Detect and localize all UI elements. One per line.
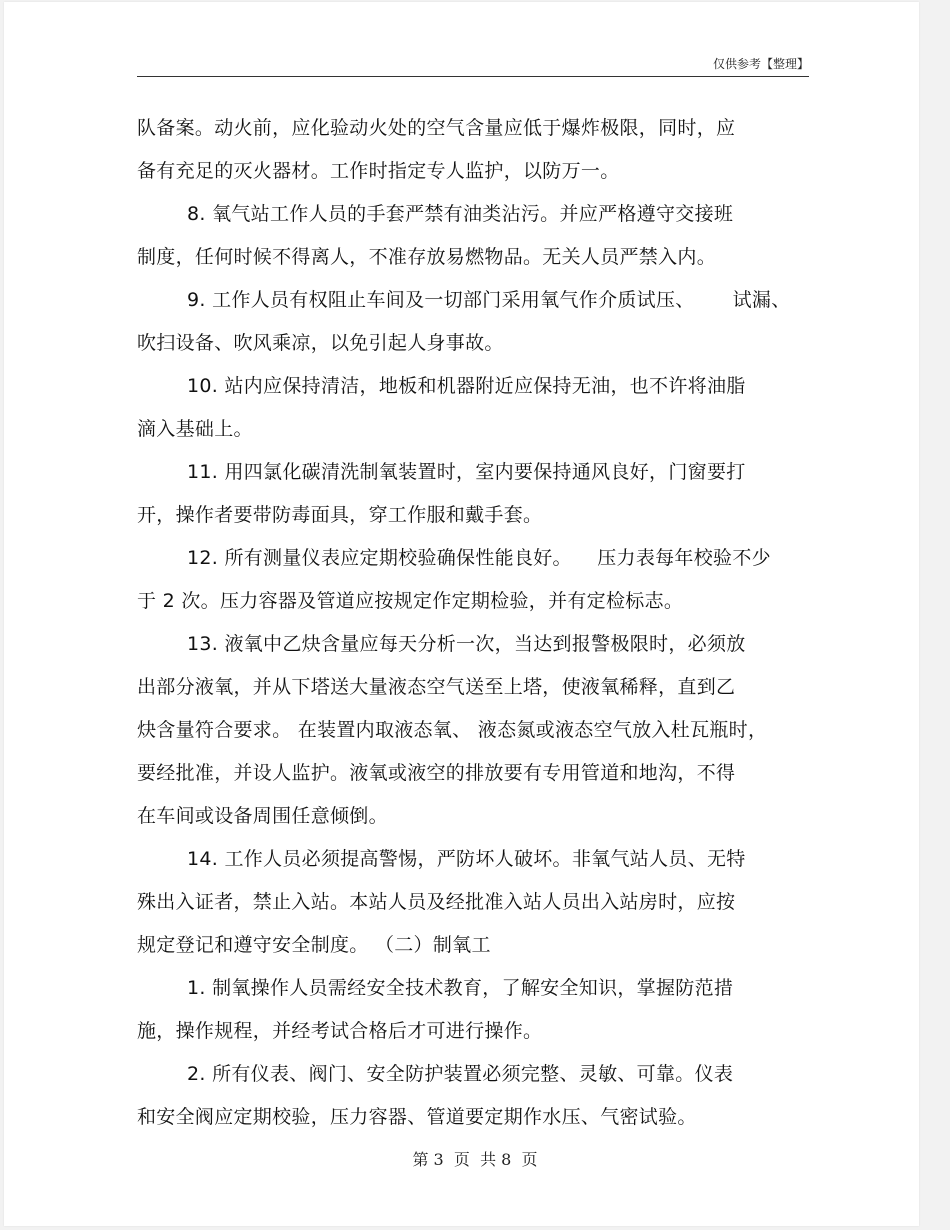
text-line: 施，操作规程，并经考试合格后才可进行操作。 [137,1020,543,1042]
text-line: 备有充足的灭火器材。工作时指定专人监护，以防万一。 [137,160,620,182]
text-line: 14. 工作人员必须提高警惕，严防坏人破坏。非氧气站人员、无特 [187,848,746,870]
text-line: 开，操作者要带防毒面具，穿工作服和戴手套。 [137,504,543,526]
text-line: 1. 制氧操作人员需经安全技术教育，了解安全知识，掌握防范措 [187,977,734,999]
text-line: 滴入基础上。 [137,418,253,440]
text-line: 殊出入证者，禁止入站。本站人员及经批准入站人员出入站房时，应按 [137,891,736,913]
text-line: 8. 氧气站工作人员的手套严禁有油类沾污。并应严格遵守交接班 [187,203,734,225]
text-line: 9. 工作人员有权阻止车间及一切部门采用氧气作介质试压、 试漏、 [187,289,791,311]
text-line: 13. 液氧中乙炔含量应每天分析一次，当达到报警极限时，必须放 [187,633,746,655]
text-line: 11. 用四氯化碳清洗制氧装置时，室内要保持通风良好，门窗要打 [187,461,746,483]
text-line: 10. 站内应保持清洁，地板和机器附近应保持无油，也不许将油脂 [187,375,746,397]
document-body [137,107,817,1139]
text-line: 12. 所有测量仪表应定期校验确保性能良好。 压力表每年校验不少 [187,547,771,569]
text-line: 2. 所有仪表、阀门、安全防护装置必须完整、灵敏、可靠。仪表 [187,1063,734,1085]
header-rule [137,76,809,77]
text-line: 规定登记和遵守安全制度。 （二）制氧工 [137,934,491,956]
text-line: 队备案。动火前，应化验动火处的空气含量应低于爆炸极限，同时，应 [137,117,736,139]
text-line: 和安全阀应定期校验，压力容器、管道要定期作水压、气密试验。 [137,1106,697,1128]
text-line: 制度，任何时候不得离人，不准存放易燃物品。无关人员严禁入内。 [137,246,717,268]
text-line: 出部分液氧，并从下塔送大量液态空气送至上塔，使液氧稀释，直到乙 [137,676,736,698]
text-line: 炔含量符合要求。 在装置内取液态氧、 液态氮或液态空气放入杜瓦瓶时， [137,719,768,741]
text-line: 在车间或设备周围任意倾倒。 [137,805,388,827]
page-header: 仅供参考【整理】 [712,57,809,71]
text-line: 要经批准，并设人监护。液氧或液空的排放要有专用管道和地沟，不得 [137,762,736,784]
page-footer: 第 3 页 共 8 页 [412,1150,538,1169]
text-line: 吹扫设备、吹风乘凉，以免引起人身事故。 [137,332,504,354]
text-line: 于 2 次。压力容器及管道应按规定作定期检验，并有定检标志。 [137,590,684,612]
